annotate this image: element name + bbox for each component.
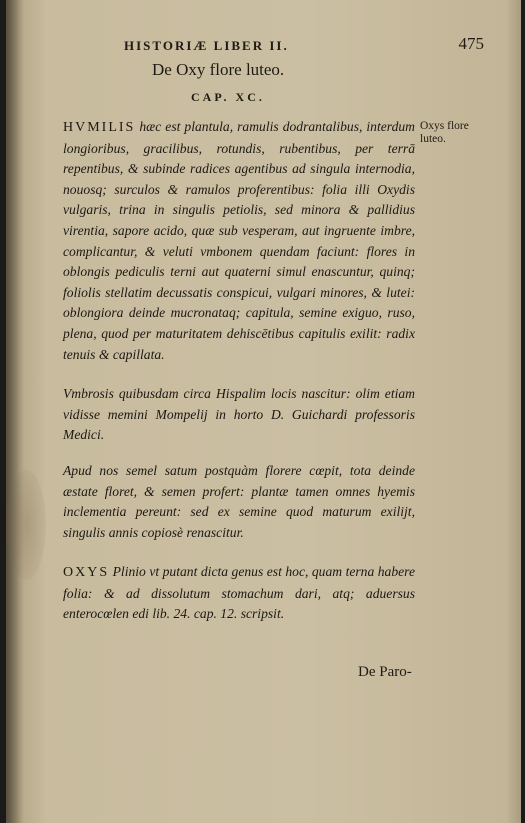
chapter-number: CAP. XC.	[191, 90, 265, 104]
paragraph-4	[63, 562, 415, 625]
catchword: De Paro-	[358, 664, 412, 680]
margin-note: Oxys flore luteo.	[420, 120, 469, 145]
paper-stain	[6, 470, 46, 580]
gutter-shadow	[6, 0, 24, 823]
page-number: 475	[458, 34, 484, 53]
paragraph-1-text: hæc est plantula, ramulis dodrantalibus, interdum longioribus, gracilibus, rotundis, rubentibus, per terrā repentibus, & subinde radices agentibus ad singula internodia, nouosq; surculos & ramulos proferentibus: folia illi Oxydis vulgaris, trina in singulis petiolis, sed minora & pallidius virentia, sapore acido, quæ sub vesperam, aut ingruente imbre, complicantur, & veluti vmbonem quendam faciunt: flores in oblongis pediculis terni aut quaterni simul enascuntur, quinq; foliolis stellatim decussatis conspicui, vulgari minores, & lutei: oblongiora deinde mucronataq; capitula, semine exiguo, ruso, plena, quod per maturitatem dehiscētibus capitulis exilit: radix tenuis & capillata.	[63, 119, 415, 362]
paragraph-2: Vmbrosis quibusdam circa Hispalim locis nascitur: olim etiam vidisse memini Mompelij in horto D. Guichardi professoris Medici.	[63, 386, 415, 443]
paragraph-4-lead: OXYS	[63, 565, 110, 580]
paragraph-1	[63, 117, 415, 365]
chapter-title: De Oxy flore luteo.	[152, 60, 285, 79]
page-header	[124, 34, 484, 58]
paragraph-3: Apud nos semel satum postquàm florere cœpit, tota deinde æstate floret, & semen profert: plantæ tamen omnes hyemis inclementia pereunt: sed ex semine quod maturum exilijt, singulis annis copiosè renascitur.	[63, 463, 415, 540]
book-page	[6, 0, 521, 823]
paragraph-4-text: Plinio vt putant dicta genus est hoc, quam terna habere folia: & ad dissolutum stomachum dari, atq; aduersus enterocœlen edi lib. 24. cap. 12. scripsit.	[63, 564, 415, 622]
running-head: HISTORIÆ LIBER II.	[124, 38, 289, 53]
paragraph-1-lead: HVMILIS	[63, 120, 136, 135]
